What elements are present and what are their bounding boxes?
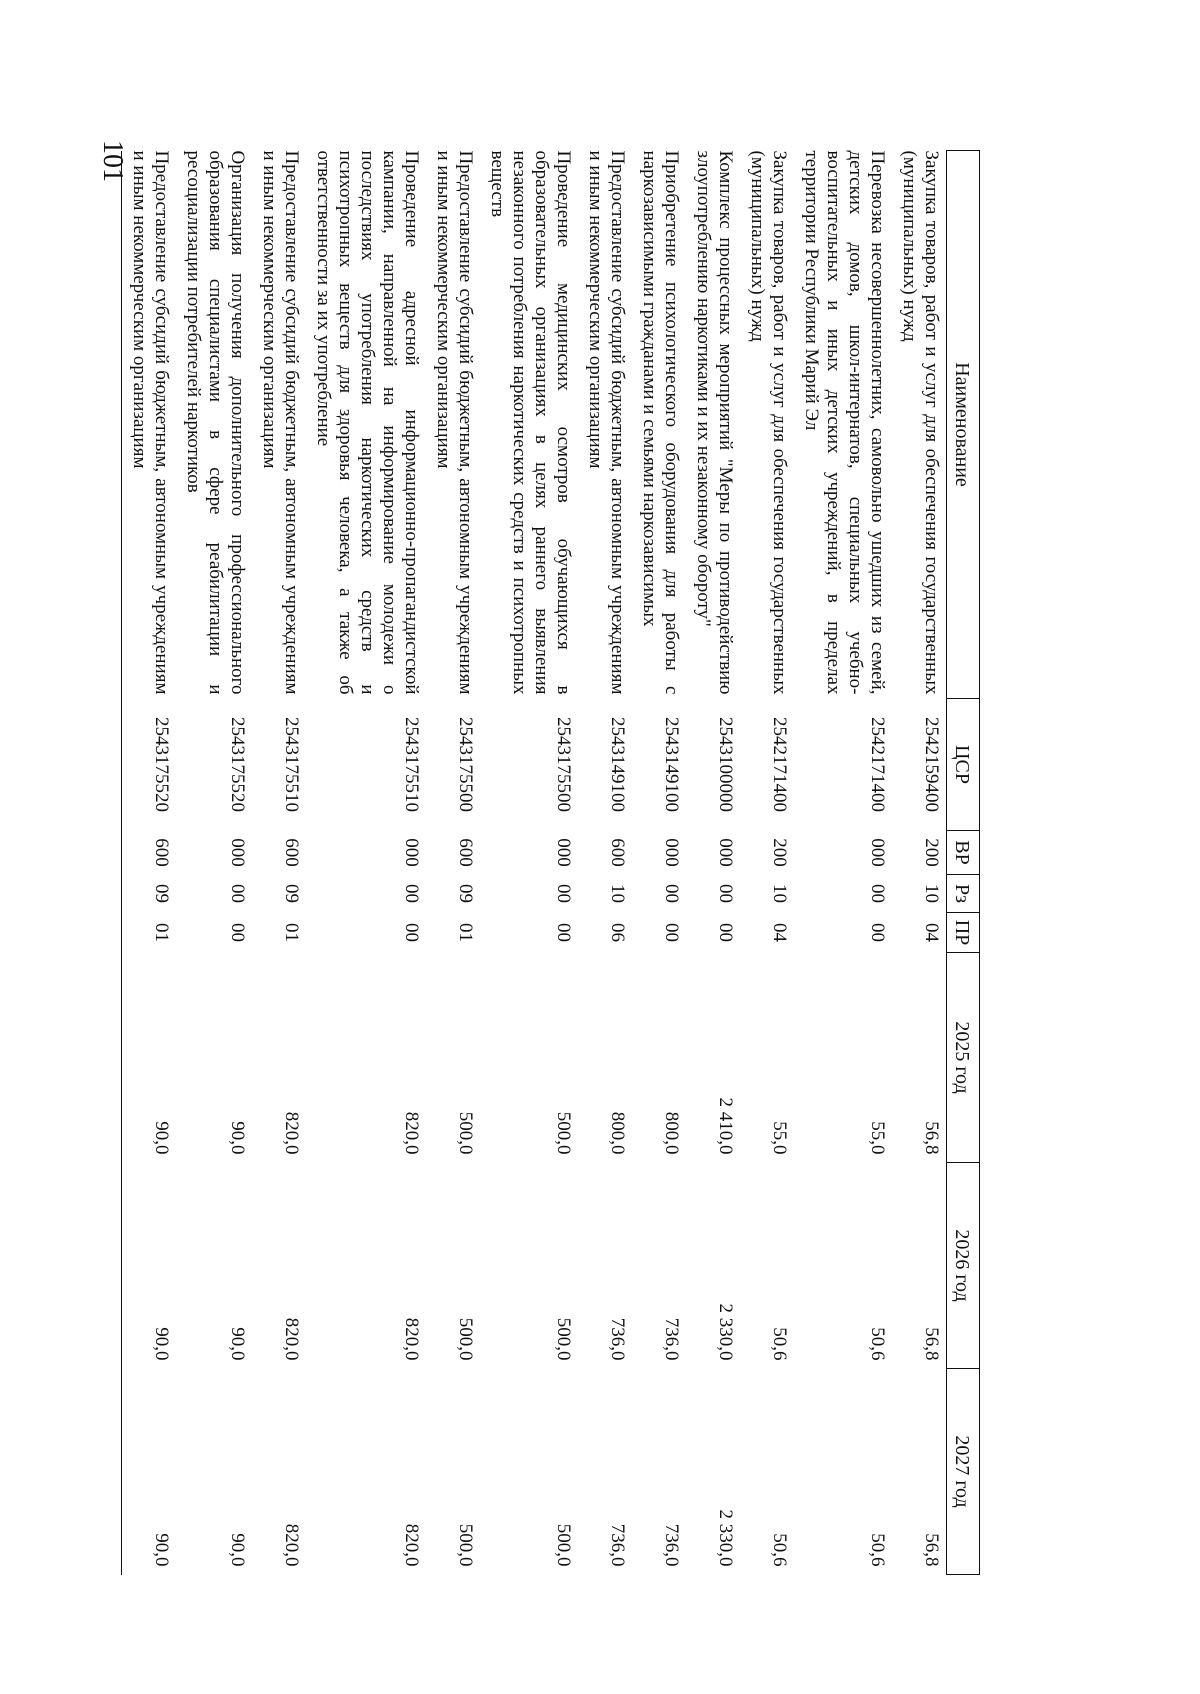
row-2025: 2 410,0	[715, 1097, 736, 1155]
row-vr: 000	[227, 838, 248, 867]
row-rz: 09	[122, 875, 177, 913]
row-pr: 00	[553, 923, 574, 942]
row-2026: 90,0	[122, 1163, 177, 1369]
table-header-row	[947, 151, 980, 1575]
row-pr: 01	[122, 913, 177, 953]
row-2027: 50,6	[867, 1533, 888, 1567]
row-name: Закупка товаров, работ и услуг для обеспечения государственных (муниципальных) нужд	[899, 150, 942, 695]
row-vr: 000	[661, 838, 682, 867]
row-csr: 2543175500	[455, 717, 476, 812]
row-pr: 01	[455, 923, 476, 942]
row-pr: 00	[401, 923, 422, 942]
row-2025: 90,0	[227, 1121, 248, 1155]
row-vr: 200	[921, 838, 942, 867]
row-vr: 600	[455, 838, 476, 867]
table-row	[122, 151, 177, 1575]
row-pr: 00	[715, 923, 736, 942]
row-2027: 90,0	[227, 1533, 248, 1567]
row-name: Предоставление субсидий бюджетным, автономным учреждениям и иным некоммерческим организациям	[122, 151, 177, 699]
row-csr: 2543100000	[715, 717, 736, 812]
table-row	[892, 151, 947, 1575]
table-row	[740, 151, 794, 1575]
row-2027: 500,0	[553, 1523, 574, 1567]
header-vr: ВР	[947, 831, 980, 875]
row-rz: 09	[281, 884, 302, 903]
row-2025: 800,0	[661, 1111, 682, 1155]
row-pr: 01	[281, 923, 302, 942]
row-2026: 90,0	[227, 1327, 248, 1361]
page-number: 101	[97, 140, 128, 182]
row-2026: 500,0	[455, 1317, 476, 1361]
row-csr: 2542171400	[769, 717, 790, 812]
row-2025: 56,8	[921, 1121, 942, 1155]
row-vr: 600	[122, 831, 177, 875]
row-2025: 800,0	[607, 1111, 628, 1155]
header-csr: ЦСР	[947, 699, 980, 831]
row-2026: 50,6	[867, 1327, 888, 1361]
row-2027: 50,6	[769, 1533, 790, 1567]
row-rz: 10	[607, 884, 628, 903]
row-pr: 00	[867, 923, 888, 942]
row-name: Предоставление субсидий бюджетным, автономным учреждениям и иным некоммерческим организациям	[433, 150, 476, 695]
row-2025: 90,0	[122, 953, 177, 1163]
row-2026: 500,0	[553, 1317, 574, 1361]
row-rz: 10	[769, 884, 790, 903]
header-2025: 2025 год	[947, 953, 980, 1163]
row-2027: 56,8	[921, 1533, 942, 1567]
row-csr: 2543175500	[553, 717, 574, 812]
row-rz: 00	[867, 884, 888, 903]
row-2027: 736,0	[607, 1523, 628, 1567]
table-row	[252, 151, 306, 1575]
row-csr: 2543175520	[227, 717, 248, 812]
row-pr: 00	[227, 923, 248, 942]
row-2025: 55,0	[769, 1121, 790, 1155]
row-pr: 04	[921, 923, 942, 942]
row-csr: 2543175510	[281, 717, 302, 812]
header-rz: Рз	[947, 875, 980, 913]
row-rz: 00	[227, 884, 248, 903]
row-rz: 00	[553, 884, 574, 903]
row-vr: 000	[553, 838, 574, 867]
row-2025: 500,0	[455, 1111, 476, 1155]
row-2026: 820,0	[281, 1317, 302, 1361]
table-row	[632, 151, 686, 1575]
table-row	[794, 151, 892, 1575]
row-csr: 2543175520	[122, 699, 177, 831]
row-name: Закупка товаров, работ и услуг для обеспечения государственных (муниципальных) нужд	[747, 150, 790, 695]
row-name: Комплекс процессных мероприятий "Меры по противодействию злоупотреблению наркотиками и их незаконному обороту"	[693, 150, 736, 695]
row-rz: 00	[401, 884, 422, 903]
row-2027: 736,0	[661, 1523, 682, 1567]
header-2026: 2026 год	[947, 1163, 980, 1369]
table-row	[306, 151, 426, 1575]
table-row	[578, 151, 632, 1575]
row-pr: 04	[769, 923, 790, 942]
row-2026: 56,8	[921, 1327, 942, 1361]
row-name: Организация получения дополнительного профессионального образования специалистами в сфере реабилитации и ресоциализации потребителей наркотиков	[183, 150, 248, 695]
row-csr: 2543149100	[661, 717, 682, 812]
table-row	[480, 151, 578, 1575]
header-pr: ПР	[947, 913, 980, 953]
row-2026: 50,6	[769, 1327, 790, 1361]
row-pr: 06	[607, 923, 628, 942]
row-2025: 55,0	[867, 1121, 888, 1155]
row-vr: 000	[867, 838, 888, 867]
row-2026: 736,0	[661, 1317, 682, 1361]
header-2027: 2027 год	[947, 1369, 980, 1575]
row-name: Предоставление субсидий бюджетным, автономным учреждениям и иным некоммерческим организациям	[585, 150, 628, 695]
row-csr: 2542159400	[921, 717, 942, 812]
row-2026: 820,0	[401, 1317, 422, 1361]
row-rz: 00	[715, 884, 736, 903]
row-pr: 00	[661, 923, 682, 942]
header-name: Наименование	[947, 151, 980, 699]
row-csr: 2543175510	[401, 717, 422, 812]
row-2025: 820,0	[281, 1111, 302, 1155]
row-2025: 500,0	[553, 1111, 574, 1155]
row-rz: 09	[455, 884, 476, 903]
table-row	[176, 151, 252, 1575]
row-name: Приобретение психологического оборудования для работы с наркозависимыми гражданами и семьями наркозависимых	[639, 150, 682, 695]
row-vr: 000	[715, 838, 736, 867]
row-2026: 2 330,0	[715, 1303, 736, 1361]
row-csr: 2543149100	[607, 717, 628, 812]
row-2026: 736,0	[607, 1317, 628, 1361]
row-vr: 000	[401, 838, 422, 867]
budget-table	[121, 150, 980, 1575]
table-row	[686, 151, 740, 1575]
row-2027: 90,0	[122, 1369, 177, 1575]
row-rz: 00	[661, 884, 682, 903]
row-name: Предоставление субсидий бюджетным, автономным учреждениям и иным некоммерческим организациям	[259, 150, 302, 695]
row-2027: 820,0	[281, 1523, 302, 1567]
row-vr: 600	[281, 838, 302, 867]
row-csr: 2542171400	[867, 717, 888, 812]
row-2025: 820,0	[401, 1111, 422, 1155]
row-name: Проведение медицинских осмотров обучающихся в образовательных организациях в целях раннего выявления незаконного потребления наркотических средств и психотропных веществ	[487, 150, 574, 695]
table-row	[426, 151, 480, 1575]
row-2027: 500,0	[455, 1523, 476, 1567]
row-vr: 600	[607, 838, 628, 867]
row-rz: 10	[921, 884, 942, 903]
row-name: Перевозка несовершеннолетних, самовольно ушедших из семей, детских домов, школ-интернатов, специальных учебно-воспитательных и иных детских учреждений, в пределах территории Республики Марий Эл	[801, 150, 888, 695]
row-name: Проведение адресной информационно-пропагандистской кампании, направленной на информирование молодежи о последствиях употребления наркотических средств и психотропных веществ для здоровья человека, а также об ответственности за их употребление	[313, 150, 422, 695]
row-2027: 2 330,0	[715, 1509, 736, 1567]
row-2027: 820,0	[401, 1523, 422, 1567]
row-vr: 200	[769, 838, 790, 867]
